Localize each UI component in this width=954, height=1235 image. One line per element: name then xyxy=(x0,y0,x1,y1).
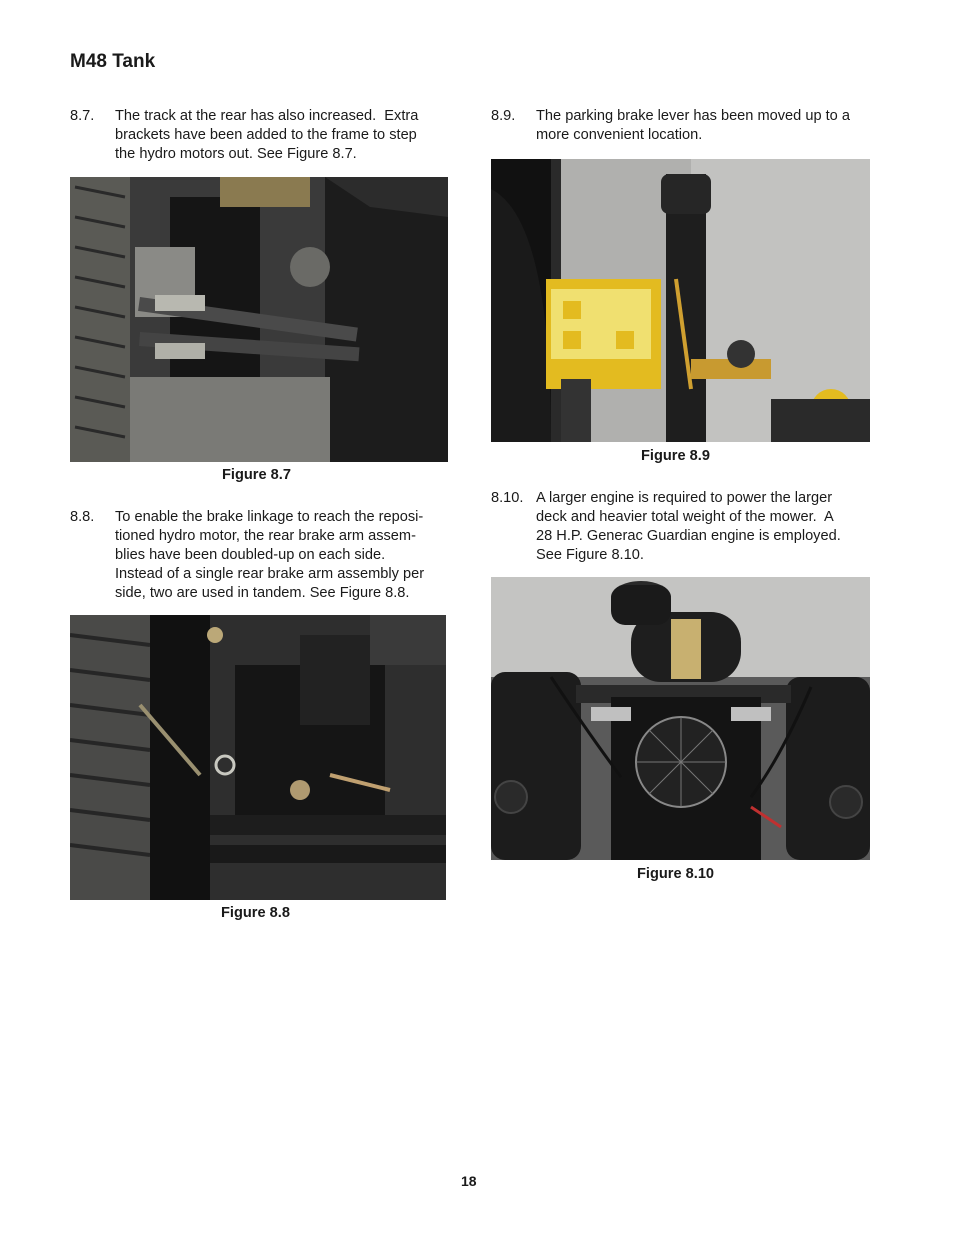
section-number: 8.10. xyxy=(491,490,524,506)
section-line: The track at the rear has also increased. Extra xyxy=(115,108,419,124)
figure-caption: Figure 8.7 xyxy=(222,467,291,483)
section-number: 8.7. xyxy=(70,108,95,124)
section-line: side, two are used in tandem. See Figure 8.8. xyxy=(115,585,410,601)
section-line: The parking brake lever has been moved up to a xyxy=(536,108,850,124)
section-line: Instead of a single rear brake arm assembly per xyxy=(115,566,425,582)
section-line: the hydro motors out. See Figure 8.7. xyxy=(115,146,357,162)
section-number: 8.8. xyxy=(70,509,95,525)
section-line: tioned hydro motor, the rear brake arm assem- xyxy=(115,528,416,544)
section-8-8 xyxy=(70,508,450,606)
figure-8-7-photo xyxy=(70,177,448,462)
page-title: M48 Tank xyxy=(70,51,156,72)
section-line: blies have been doubled-up on each side. xyxy=(115,547,386,563)
figure-8-8-photo xyxy=(70,615,446,900)
page-number: 18 xyxy=(461,1173,477,1189)
figure-caption: Figure 8.10 xyxy=(637,866,715,882)
section-line: See Figure 8.10. xyxy=(536,547,644,563)
section-line: brackets have been added to the frame to step xyxy=(115,127,417,143)
section-8-10 xyxy=(491,489,876,569)
figure-caption: Figure 8.9 xyxy=(641,448,710,464)
section-line: A larger engine is required to power the larger xyxy=(536,490,833,506)
figure-8-10-photo xyxy=(491,577,870,860)
section-8-9 xyxy=(491,107,876,147)
section-line: 28 H.P. Generac Guardian engine is employed. xyxy=(536,528,841,544)
section-line: To enable the brake linkage to reach the reposi- xyxy=(115,509,424,525)
section-line: deck and heavier total weight of the mower. A xyxy=(536,509,834,525)
figure-8-9-photo xyxy=(491,159,870,442)
figure-caption: Figure 8.8 xyxy=(221,905,290,921)
section-8-7 xyxy=(70,107,450,167)
section-line: more convenient location. xyxy=(536,127,703,143)
section-number: 8.9. xyxy=(491,108,516,124)
